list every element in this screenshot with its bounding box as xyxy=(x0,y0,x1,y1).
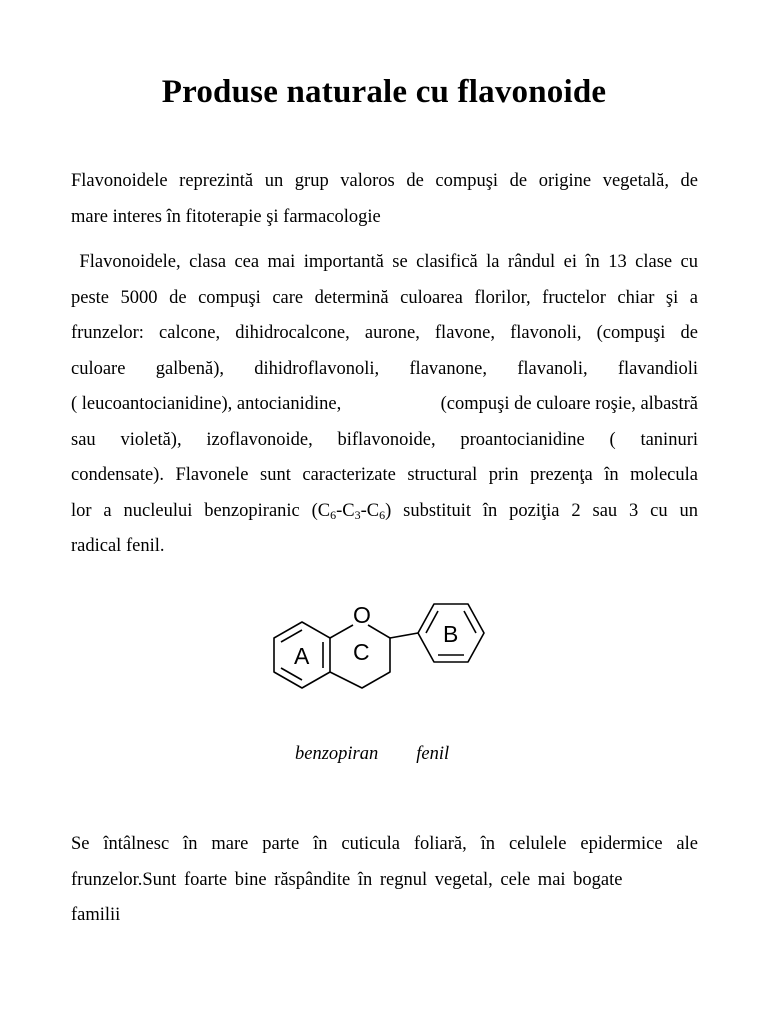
subscript: 6 xyxy=(379,507,386,522)
paragraph-classification xyxy=(71,245,698,565)
paragraph-line: peste 5000 de compuşi care determină culoarea florilor, fructelor chiar şi a xyxy=(71,287,698,308)
paragraph-line: familii xyxy=(71,905,121,925)
line-segment: în regnul vegetal, cele mai bogate xyxy=(350,869,623,890)
formula-text: lor a nucleului benzopiranic (C xyxy=(71,500,331,521)
line-segment: frunzelor.Sunt foarte bine xyxy=(71,869,275,890)
formula-text: -C xyxy=(360,500,380,521)
paragraph-line: Flavonoidele reprezintă un grup valoros de compuşi de origine vegetală, de xyxy=(71,171,698,191)
flavone-structure-diagram xyxy=(262,590,502,710)
diagram-caption xyxy=(295,744,449,765)
paragraph-line: sau violetă), izoflavonoide, biflavonoide, proantocianidine ( taninuri xyxy=(71,429,698,450)
ring-label-c: C xyxy=(353,639,370,665)
paragraph-line: mare interes în fitoterapie şi farmacologie xyxy=(71,206,381,227)
subscript: 6 xyxy=(330,507,337,522)
formula-text: -C xyxy=(336,500,355,521)
paragraph-line: radical fenil. xyxy=(71,536,165,556)
paragraph-line: Flavonoidele, clasa cea mai importantă se clasifică la rândul ei în 13 clase cu xyxy=(71,252,698,272)
paragraph-line-formula xyxy=(71,494,698,530)
paragraph-line: condensate). Flavonele sunt caracterizate structural prin prezenţa în molecula xyxy=(71,465,698,485)
paragraph-occurrence xyxy=(71,827,698,934)
paragraph-line: Se întâlnesc în mare parte în cuticula foliară, în celulele epidermice ale xyxy=(71,834,698,854)
line-segment: (compuşi de culoare roşie, albastră xyxy=(440,394,698,414)
subscript: 3 xyxy=(354,507,361,522)
paragraph-line xyxy=(71,863,698,899)
paragraph-line: culoare galbenă), dihidroflavonoli, flavanone, flavanoli, flavandioli xyxy=(71,358,698,379)
formula-text: ) substituit în poziţia 2 sau 3 cu un xyxy=(385,500,698,521)
caption-benzopiran: benzopiran xyxy=(295,744,379,764)
paragraph-line: frunzelor: calcone, dihidrocalcone, aurone, flavone, flavonoli, (compuşi de xyxy=(71,323,698,343)
ring-label-a: A xyxy=(294,643,310,669)
line-segment: ( leucoantocianidine), antocianidine, xyxy=(71,394,342,414)
ring-label-b: B xyxy=(443,621,459,647)
page-title: Produse naturale cu flavonoide xyxy=(161,74,607,110)
caption-fenil: fenil xyxy=(416,744,450,764)
oxygen-atom-label: O xyxy=(353,602,371,628)
ring-c xyxy=(330,625,353,638)
paragraph-intro xyxy=(71,164,698,235)
paragraph-line xyxy=(71,387,698,423)
line-segment: răspândite xyxy=(274,869,351,890)
